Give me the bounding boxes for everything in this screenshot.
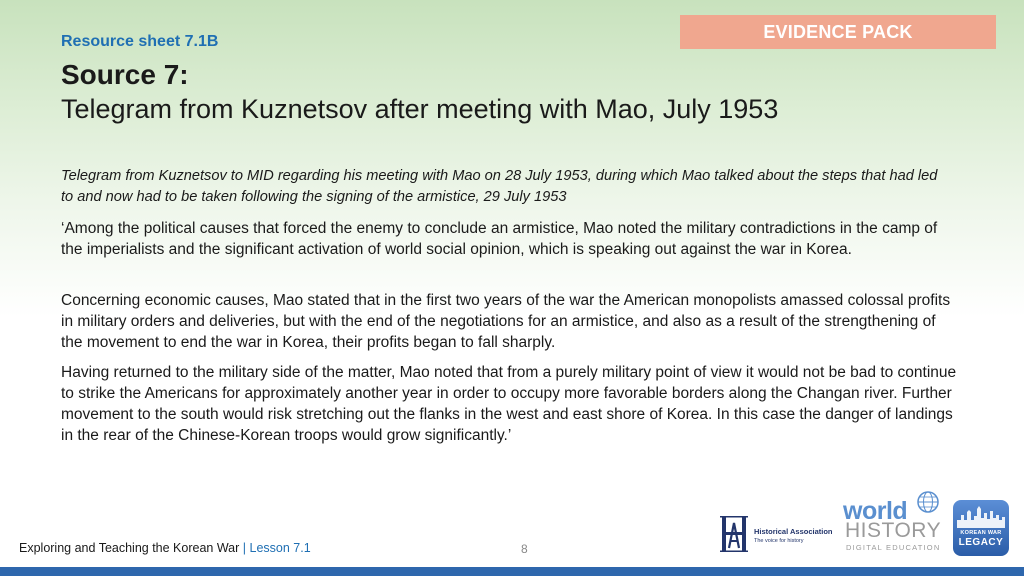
footer-course-title: Exploring and Teaching the Korean War [19,541,240,555]
source-title: Telegram from Kuznetsov after meeting with Mao, July 1953 [61,94,779,124]
globe-icon [916,490,940,514]
bottom-bar [0,567,1024,576]
world-history-word-world: world [843,497,908,525]
quote-paragraph-3: Having returned to the military side of the matter, Mao noted that from a purely military point of view it would not be bad to continue to strike the Americans for approximately another year in order to occupy more favorable borders along the Changan river. Further movement to the south would risk stretching out the flanks in the west and east shore of Korea. In this case the danger of landings in the rear of the Chinese-Korean troops would grow significantly.’ [61,364,957,444]
quote-paragraph-2: Concerning economic causes, Mao stated that in the first two years of the war the American monopolists amassed colossal profits in military orders and deliveries, but with the end of the negotiations for an armistice, and also as a result of the strengthening of the movement to end the war in Korea, their profits began to fall sharply. [61,292,951,351]
historical-association-name: Historical Association [754,527,833,536]
source-intro: Telegram from Kuznetsov to MID regarding his meeting with Mao on 28 July 1953, during which Mao talked about the steps that had led to and now had to be taken following the signing of the armistice, 29 July 1953 [61,168,938,205]
source-label: Source 7: [61,59,189,90]
korean-war-legacy-line1: KOREAN WAR [960,530,1002,536]
korean-war-legacy-logo [953,500,1009,556]
footer-course [19,541,311,555]
resource-sheet-label: Resource sheet 7.1B [61,33,219,50]
historical-association-tagline: The voice for history [754,538,804,544]
world-history-word-history: HISTORY [845,519,942,542]
korean-war-legacy-line2: LEGACY [958,537,1004,548]
world-history-digital-education: DIGITAL EDUCATION [846,543,941,552]
quote-paragraph-1: ‘Among the political causes that forced the enemy to conclude an armistice, Mao noted the military contradictions in the camp of the imperialists and the significant activation of world social opinion, which is speaking out against the war in Korea. [61,220,938,258]
evidence-pack-badge: EVIDENCE PACK [680,15,996,49]
footer-lesson: Lesson 7.1 [249,541,311,555]
footer-separator: | [242,541,247,555]
page-number: 8 [521,542,528,556]
skyline-icon [957,506,1005,528]
world-history-logo [842,490,942,556]
historical-association-logo [720,514,832,554]
historical-association-mark-icon [720,514,748,554]
